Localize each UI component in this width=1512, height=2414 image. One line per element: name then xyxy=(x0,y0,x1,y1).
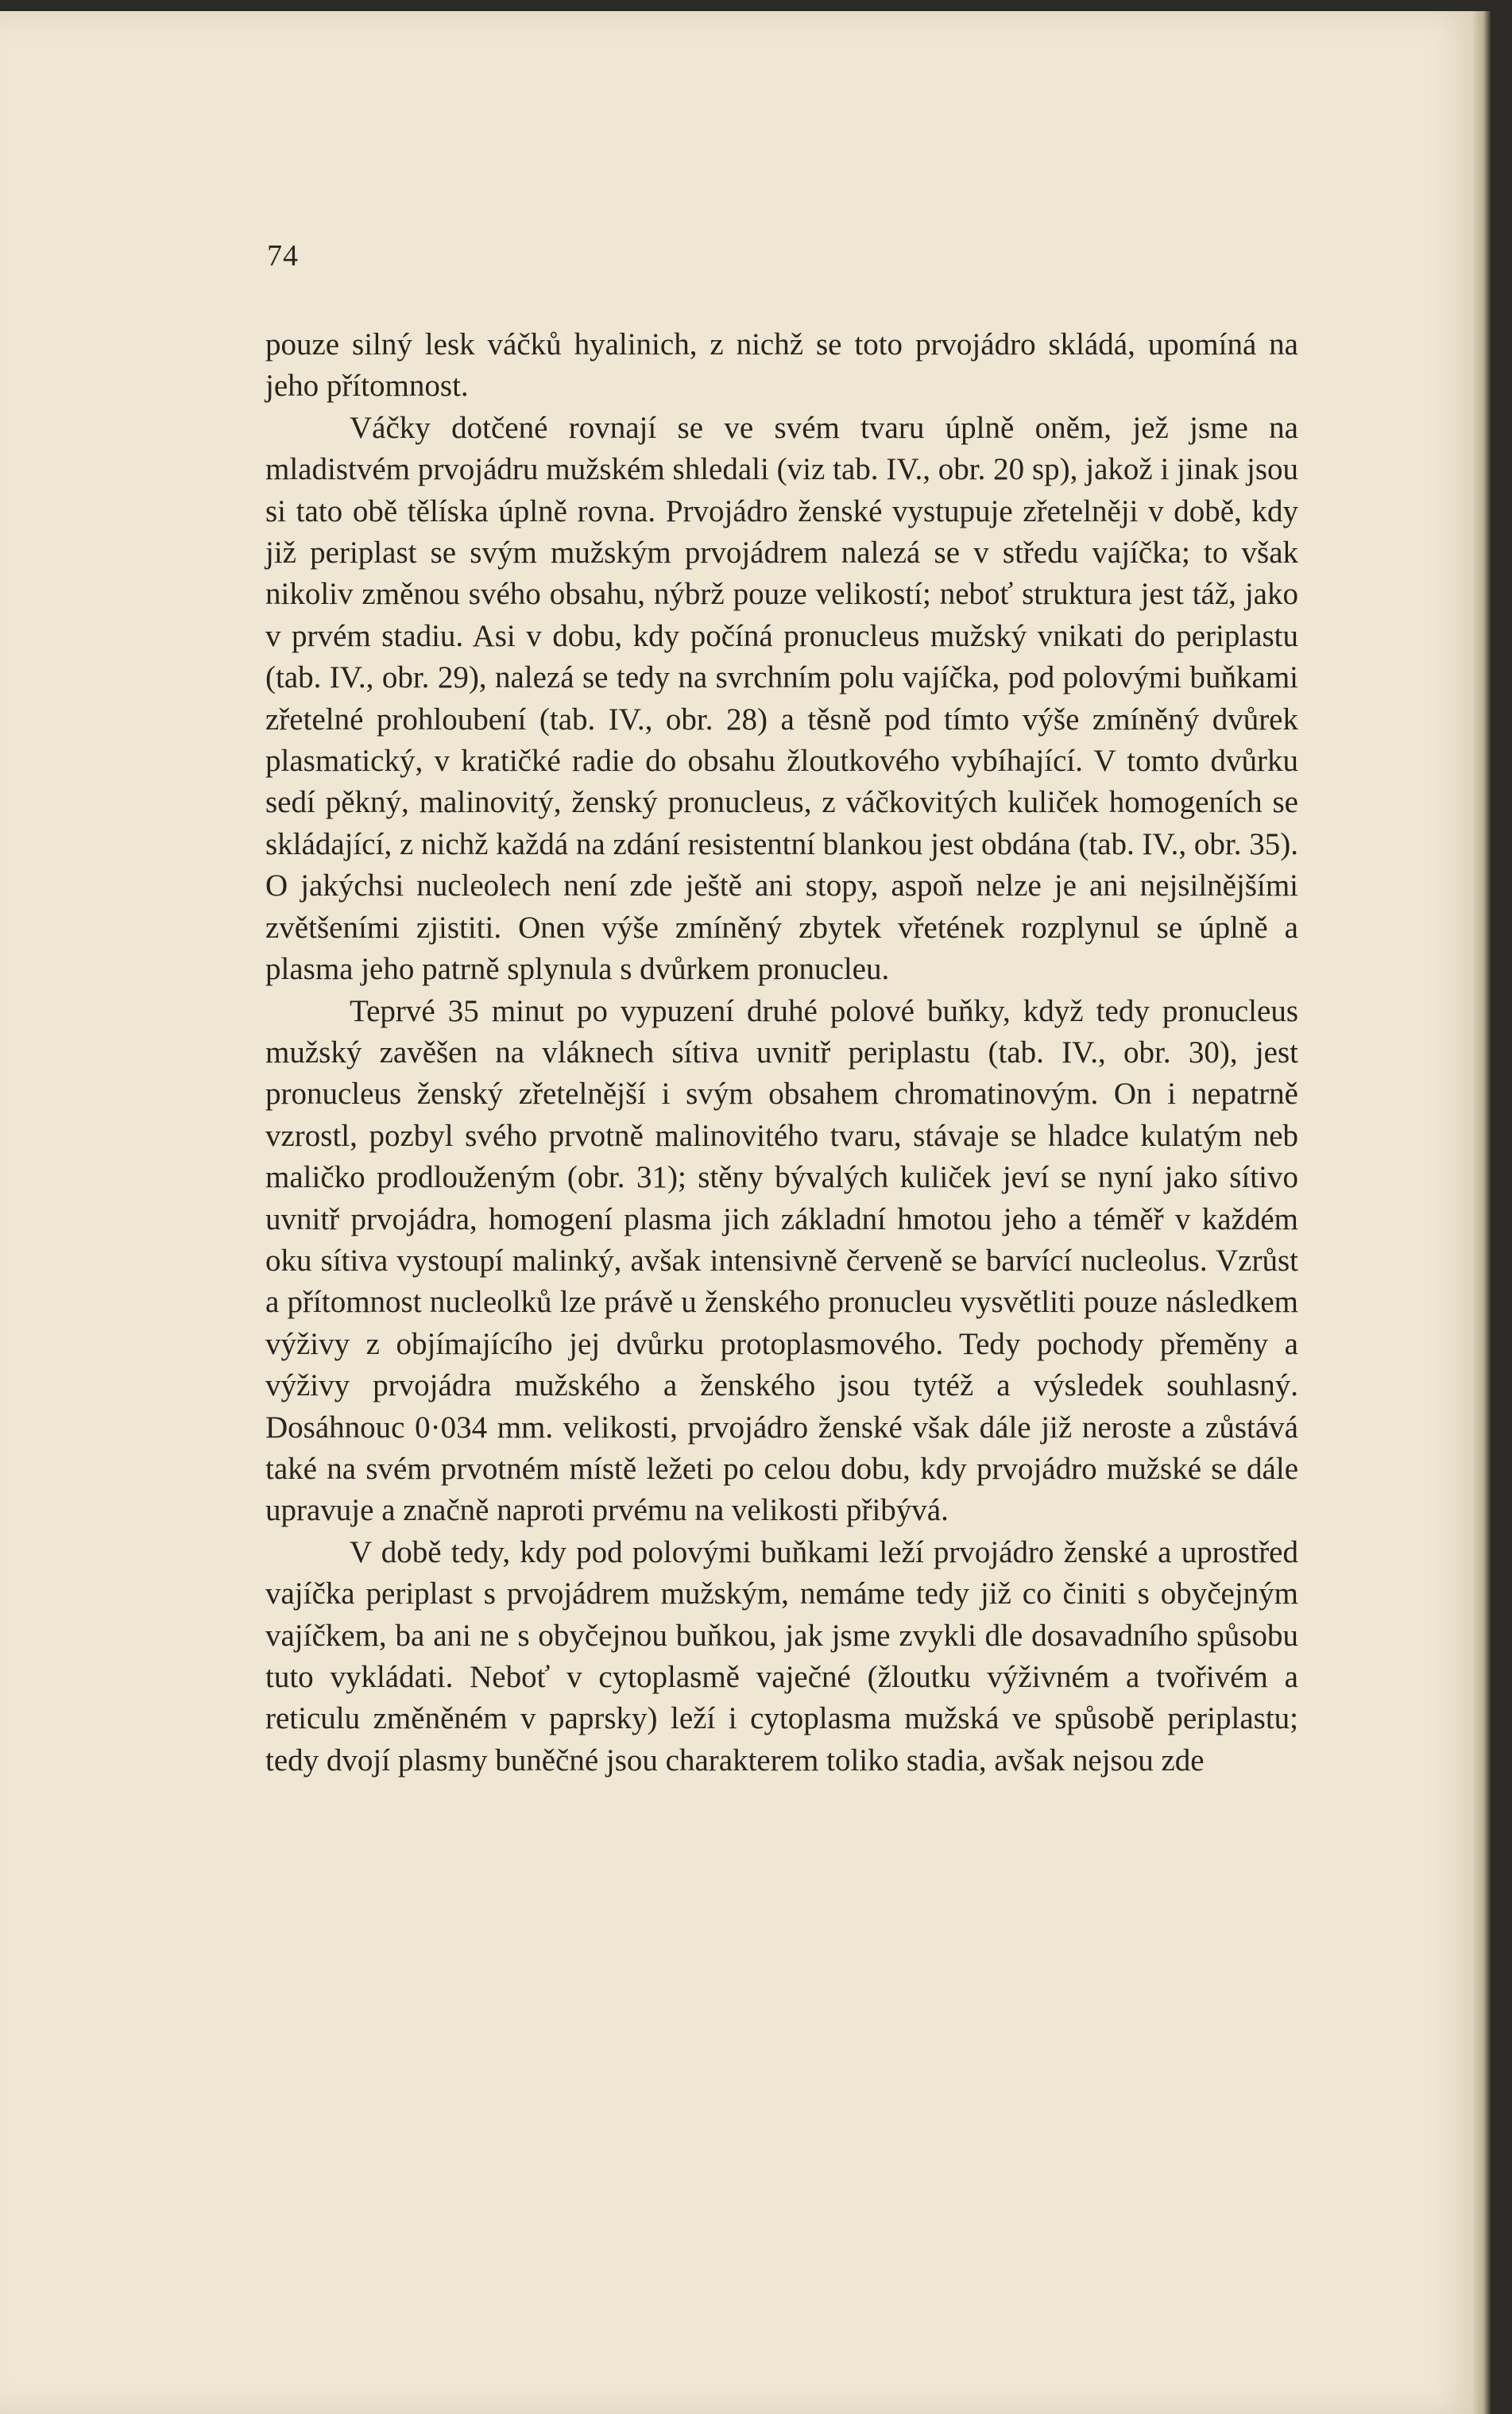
paragraph-2: Váčky dotčené rovnají se ve svém tvaru úplně oněm, jež jsme na mladistvém prvojádru mužském shledali (viz tab. IV., obr. 20 sp), jakož i jinak jsou si tato obě tělíska úplně rovna. Prvojádro ženské vystupuje zřetelněji v době, kdy již periplast se svým mužským prvojádrem nalezá se v středu vajíčka; to však nikoliv změnou svého obsahu, nýbrž pouze velikostí; neboť struktura jest táž, jako v prvém stadiu. Asi v dobu, kdy počíná pronucleus mužský vnikati do periplastu (tab. IV., obr. 29), nalezá se tedy na svrchním polu vajíčka, pod polovými buňkami zřetelné prohloubení (tab. IV., obr. 28) a těsně pod tímto výše zmíněný dvůrek plasmatický, v kratičké radie do obsahu žloutkového vybíhající. V tomto dvůrku sedí pěkný, malinovitý, ženský pronucleus, z váčkovitých kuliček homogeních se skládající, z nichž každá na zdání resistentní blankou jest obdána (tab. IV., obr. 35). O jakýchsi nucleolech není zde ještě ani stopy, aspoň nelze je ani nejsilnějšími zvětšeními zjistiti. Onen výše zmíněný zbytek vřetének rozplynul se úplně a plasma jeho patrně splynula s dvůrkem pronucleu. xyxy=(265,410,1298,987)
paragraph-4: V době tedy, kdy pod polovými buňkami leží prvojádro ženské a uprostřed vajíčka periplast s prvojádrem mužským, nemáme tedy již co činiti s obyčejným vajíčkem, ba ani ne s obyčejnou buňkou, jak jsme zvykli dle dosavadního spůsobu tuto vykládati. Neboť v cytoplasmě vaječné (žloutku výživném a tvořivém a reticulu změněném v paprsky) leží i cytoplasma mužská ve spůsobě periplastu; tedy dvojí plasmy buněčné jsou charakterem toliko stadia, avšak nejsou zde xyxy=(265,1534,1298,1778)
page-number: 74 xyxy=(267,239,299,273)
paragraph-1: pouze silný lesk váčků hyalinich, z nichž se toto prvojádro skládá, upomíná na jeho přítomnost. xyxy=(265,327,1298,404)
page-edge xyxy=(1473,11,1491,2414)
body-text xyxy=(265,324,1298,1781)
paragraph-3: Teprvé 35 minut po vypuzení druhé polové buňky, když tedy pronucleus mužský zavěšen na vláknech sítiva uvnitř periplastu (tab. IV., obr. 30), jest pronucleus ženský zřetelnější i svým obsahem chromatinovým. On i nepatrně vzrostl, pozbyl svého prvotně malinovitého tvaru, stávaje se hladce kulatým neb maličko prodlouženým (obr. 31); stěny bývalých kuliček jeví se nyní jako sítivo uvnitř prvojádra, homogení plasma jich základní hmotou jeho a téměř v každém oku sítiva vystoupí malinký, avšak intensivně červeně se barvící nucleolus. Vzrůst a přítomnost nucleolků lze právě u ženského pronucleu vysvětliti pouze následkem výživy z objímajícího jej dvůrku protoplasmového. Tedy pochody přeměny a výživy prvojádra mužského a ženského jsou tytéž a výsledek souhlasný. Dosáhnouc 0·034 mm. velikosti, prvojádro ženské však dále již neroste a zůstává také na svém prvotném místě ležeti po celou dobu, kdy prvojádro mužské se dále upravuje a značně naproti prvému na velikosti přibývá. xyxy=(265,993,1298,1528)
